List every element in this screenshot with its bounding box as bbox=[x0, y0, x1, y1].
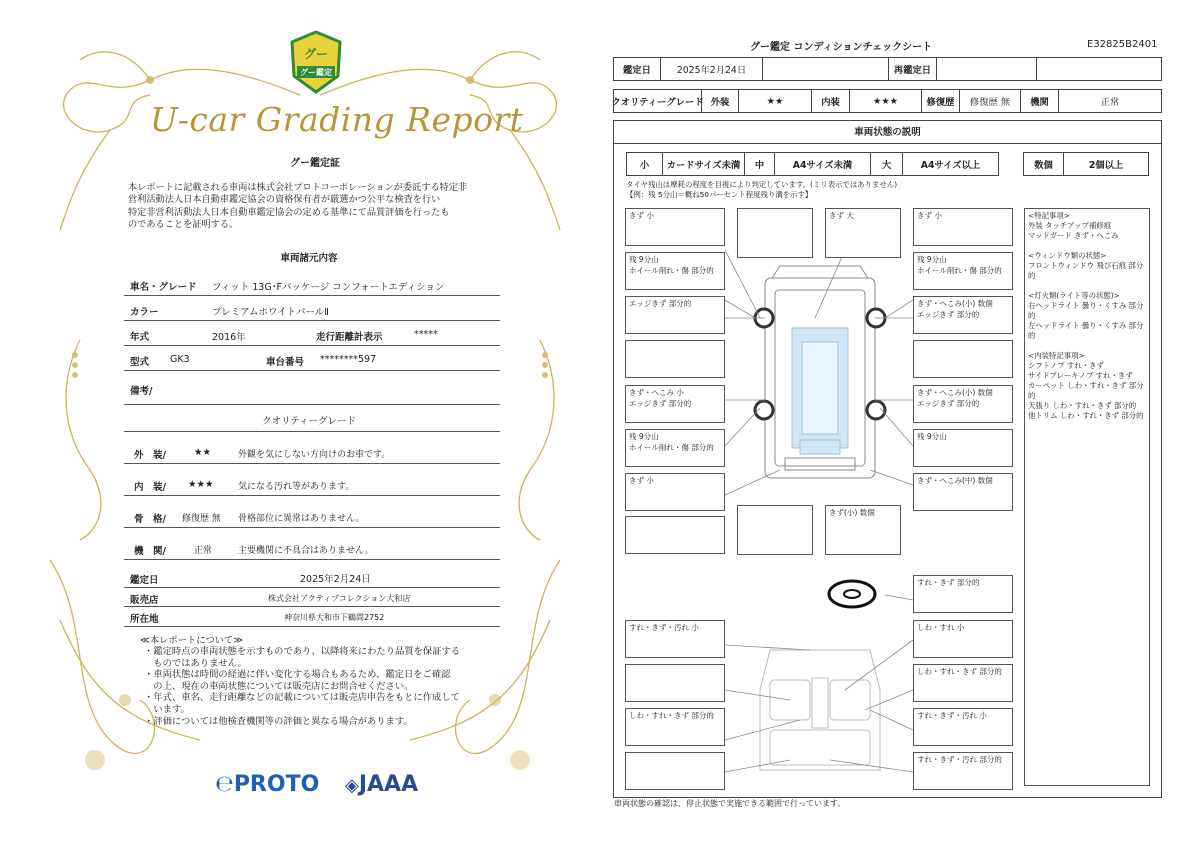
repair-value: 修復歴 無 bbox=[960, 90, 1021, 112]
sheet-date-value: 2025年2月24日 bbox=[661, 58, 763, 80]
damage-box bbox=[625, 516, 725, 554]
damage-box: きず・へこみ 小 エッジきず 部分的 bbox=[625, 385, 725, 423]
count-label: 数個 bbox=[1024, 153, 1064, 175]
date-value: 2025年2月24日 bbox=[300, 574, 371, 585]
grade-comment: 外観を気にしない方向けのお車です。 bbox=[238, 450, 391, 460]
type-label: 型式 bbox=[130, 357, 150, 368]
certificate-title: グー鑑定証 bbox=[290, 158, 340, 169]
damage-box: きず・へこみ(小) 数個 エッジきず 部分的 bbox=[913, 296, 1013, 334]
state-title: 車両状態の説明 bbox=[614, 121, 1161, 144]
model-label: 車名・グレード bbox=[130, 282, 197, 293]
ext-value: ★★ bbox=[739, 90, 812, 112]
grade-value: ★★ bbox=[194, 447, 212, 458]
grade-label: 外 装/ bbox=[134, 450, 166, 461]
interior-box bbox=[625, 664, 725, 702]
legend-medium: 中 bbox=[745, 153, 775, 175]
condition-check-sheet bbox=[600, 0, 1200, 848]
interior-box: すれ・きず・汚れ 部分的 bbox=[913, 752, 1013, 790]
jaaa-logo-text: JAAA bbox=[358, 772, 419, 797]
grade-value: ★★★ bbox=[188, 479, 214, 490]
sheet-date-label: 鑑定日 bbox=[614, 58, 661, 80]
color-value: プレミアムホワイトパールⅡ bbox=[212, 307, 329, 318]
damage-box: 残 9分山 ホイール削れ・傷 部分的 bbox=[625, 429, 725, 467]
redate-label: 再鑑定日 bbox=[889, 58, 937, 80]
chassis-value: ********597 bbox=[320, 354, 377, 365]
address-value: 神奈川県大和市下鶴間2752 bbox=[284, 613, 385, 622]
redate-value bbox=[937, 58, 1037, 80]
legend-large-desc: A4サイズ以上 bbox=[920, 160, 981, 171]
date-box-row bbox=[613, 57, 1162, 81]
count-legend bbox=[1023, 152, 1149, 176]
damage-box: きず・へこみ(中) 数個 bbox=[913, 473, 1013, 511]
sheet-footer: 車両状態の確認は、停止状態で実施できる範囲で行っています。 bbox=[614, 799, 846, 808]
tire-note: タイヤ残山は摩耗の程度を目視により判定しています。(ミリ表示ではありません) 【例：残 5分山＝概ね50パーセント程度残り溝を示す】 bbox=[626, 180, 898, 199]
count-value: 2個以上 bbox=[1088, 160, 1124, 171]
damage-box: きず(小) 数個 bbox=[825, 505, 901, 555]
damage-box: 残 9分山 ホイール削れ・傷 部分的 bbox=[913, 252, 1013, 290]
color-row bbox=[124, 297, 500, 321]
damage-box bbox=[737, 208, 813, 258]
proto-logo: ℮PROTO bbox=[215, 772, 320, 797]
interior-box: すれ・きず 部分的 bbox=[913, 575, 1013, 613]
sheet-title: グー鑑定 コンディションチェックシート bbox=[750, 42, 933, 53]
grade-row-exterior bbox=[124, 440, 500, 464]
interior-box: すれ・きず・汚れ 小 bbox=[625, 620, 725, 658]
size-legend bbox=[626, 152, 999, 176]
proto-logo-text: PROTO bbox=[233, 772, 320, 797]
address-label: 所在地 bbox=[130, 614, 159, 625]
dealer-label: 販売店 bbox=[130, 595, 159, 606]
legend-small: 小 bbox=[627, 153, 663, 175]
int-label: 内装 bbox=[812, 90, 850, 112]
damage-box: きず 小 bbox=[625, 473, 725, 511]
interior-box bbox=[625, 752, 725, 790]
svg-text:グー: グー bbox=[303, 47, 329, 61]
empty-cell bbox=[1037, 58, 1161, 80]
int-value: ★★★ bbox=[850, 90, 922, 112]
grade-row-interior bbox=[124, 472, 500, 496]
damage-box: 残 9分山 ホイール削れ・傷 部分的 bbox=[625, 252, 725, 290]
dealer-value: 株式会社アクティブコレクション大和店 bbox=[268, 594, 411, 603]
engine-label: 機関 bbox=[1021, 90, 1059, 112]
badge-text: グー鑑定 bbox=[300, 68, 332, 77]
notes-title: ≪本レポートについて≫ bbox=[140, 635, 243, 646]
interior-box: しわ・すれ 小 bbox=[913, 620, 1013, 658]
damage-box: エッジきず 部分的 bbox=[625, 296, 725, 334]
damage-box: きず・へこみ(小) 数個 エッジきず 部分的 bbox=[913, 385, 1013, 423]
special-notes: <特記事項> 外装 タッチアップ補修痕 マッドガード きず・へこみ <ウィンドウ類の状態> フロントウィンドウ 飛び石痕 部分的 <灯火類(ライト等の状態)> 右ヘッドライト 曇り・くすみ 部分的 左ヘッドライト 曇り・くすみ 部分的 <内装特記事項> シフトノブ すれ・きず サイドブレーキノブ すれ・きず カーペット しわ・すれ・きず 部分的 天張り しわ・すれ・きず 部分的 他トリム しわ・すれ・きず 部分的 bbox=[1024, 208, 1150, 786]
damage-box: きず 大 bbox=[825, 208, 901, 258]
color-label: カラー bbox=[130, 307, 159, 318]
repair-label: 修復歴 bbox=[922, 90, 960, 112]
quality-title-row bbox=[124, 404, 500, 432]
engine-value: 正常 bbox=[1100, 97, 1120, 108]
legend-medium-desc: A4サイズ未満 bbox=[775, 153, 871, 175]
damage-box bbox=[625, 340, 725, 378]
grade-comment: 骨格部位に異常はありません。 bbox=[238, 514, 365, 524]
report-script-title: U-car Grading Report bbox=[150, 100, 524, 139]
grade-value: 修復歴 無 bbox=[182, 514, 221, 524]
quality-title: クオリティーグレード bbox=[261, 416, 357, 427]
legend-small-desc: カードサイズ未満 bbox=[663, 153, 745, 175]
type-value: GK3 bbox=[170, 354, 190, 365]
grade-label: 内 装/ bbox=[134, 482, 166, 493]
damage-box: きず 小 bbox=[625, 208, 725, 246]
dealer-row bbox=[124, 588, 500, 607]
damage-box: きず 小 bbox=[913, 208, 1013, 246]
grade-comment: 気になる汚れ等があります。 bbox=[238, 482, 355, 492]
address-row bbox=[124, 607, 500, 627]
interior-box: しわ・すれ・きず 部分的 bbox=[625, 708, 725, 746]
grade-comment: 主要機関に不具合はありません。 bbox=[238, 546, 374, 556]
interior-box: しわ・すれ・きず 部分的 bbox=[913, 664, 1013, 702]
grade-row-frame bbox=[124, 504, 500, 528]
mileage-value: ***** bbox=[414, 329, 438, 340]
qg-label: クオリティーグレード bbox=[614, 90, 702, 112]
spec-title: 車両諸元内容 bbox=[280, 253, 338, 264]
grade-box-row bbox=[613, 89, 1162, 113]
ext-label: 外装 bbox=[702, 90, 739, 112]
chassis-label: 車台番号 bbox=[266, 357, 305, 368]
year-label: 年式 bbox=[130, 332, 150, 343]
grade-value: 正常 bbox=[194, 546, 213, 556]
notes-body: ・鑑定時点の車両状態を示すものであり、以降将来にわたり品質を保証する ものではありません。 ・車両状態は時間の経過に伴い変化する場合もあるため、鑑定日をご確認 の上、現在の車両状態については販売店にお問合せください。 ・年式、車名、走行距離などの記載については販売店申告をもとに作成して います。 ・評価については他検査機関等の評価と異なる場合があります。 bbox=[144, 646, 461, 727]
type-row bbox=[124, 347, 500, 371]
date-label: 鑑定日 bbox=[130, 575, 159, 586]
remarks-label: 備考/ bbox=[130, 386, 153, 397]
model-value: フィット 13G･Fパッケージ コンフォートエディション bbox=[212, 282, 445, 293]
remarks-row bbox=[124, 373, 500, 405]
year-value: 2016年 bbox=[212, 332, 246, 343]
model-row bbox=[124, 272, 500, 296]
interior-box: すれ・きず・汚れ 小 bbox=[913, 708, 1013, 746]
mileage-label: 走行距離計表示 bbox=[316, 332, 383, 343]
damage-box bbox=[913, 340, 1013, 378]
damage-box bbox=[737, 505, 813, 555]
legend-large: 大 bbox=[871, 153, 903, 175]
empty-cell bbox=[763, 58, 889, 80]
jaaa-logo: ◈JAAA bbox=[345, 772, 419, 797]
grade-row-engine bbox=[124, 536, 500, 560]
grade-label: 骨 格/ bbox=[134, 514, 166, 525]
sheet-id: E32825B2401 bbox=[1087, 39, 1158, 50]
grade-label: 機 関/ bbox=[134, 546, 166, 557]
year-row bbox=[124, 322, 500, 346]
certificate-intro: 本レポートに記載される車両は株式会社プロトコーポレーションが委託する特定非 営利活動法人日本自動車鑑定協会の資格保有者が厳選かつ公平な検査を行い 特定非営利活動法人日本自動車鑑定協会の定める基準にて品質評価を行ったも のであることを証明する。 bbox=[128, 182, 468, 231]
date-row bbox=[124, 566, 500, 588]
goo-badge-logo bbox=[288, 30, 344, 94]
damage-box: 残 9分山 bbox=[913, 429, 1013, 467]
